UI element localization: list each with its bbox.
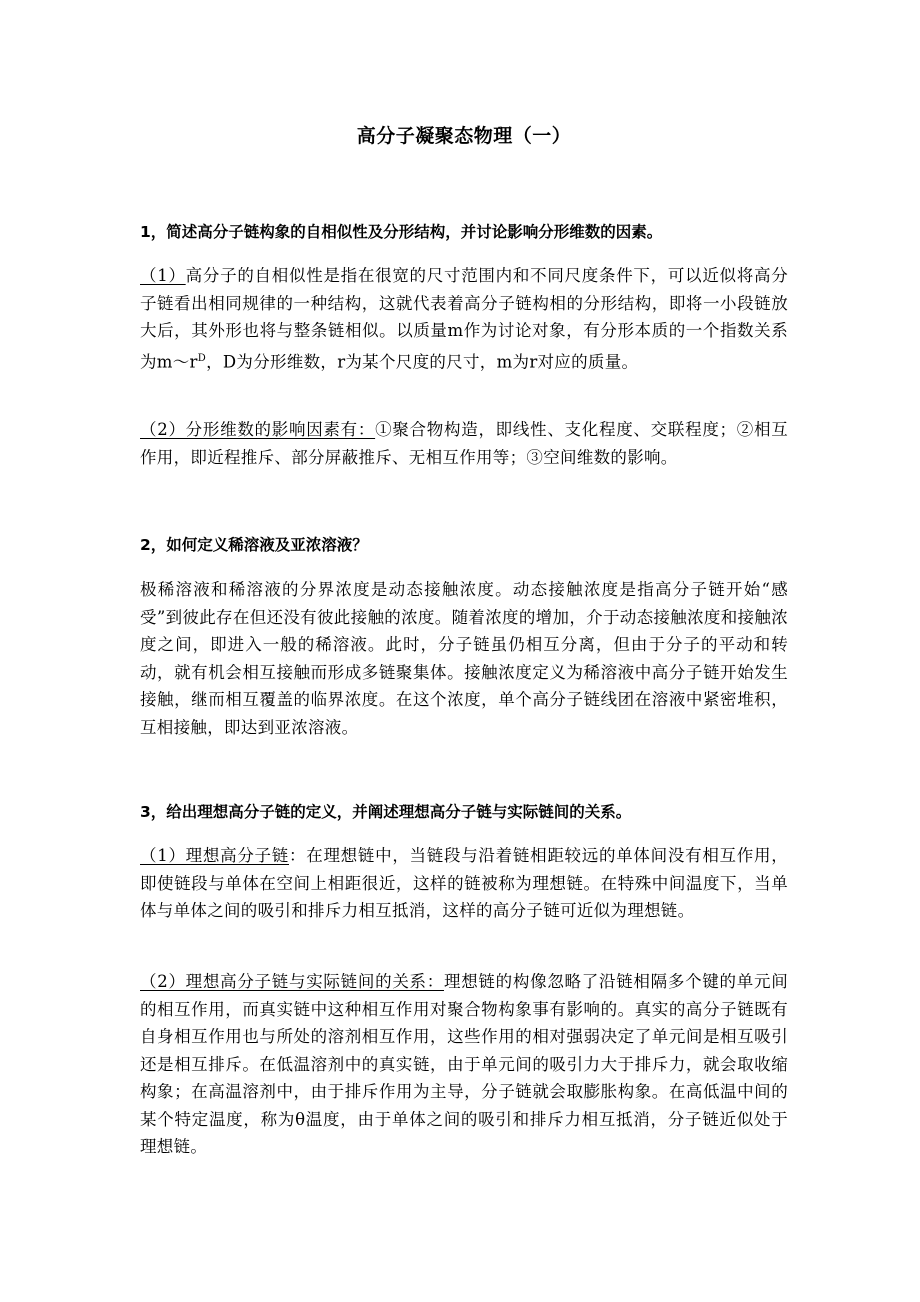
answer-1-label-2: （2）分形维数的影响因素有： bbox=[140, 420, 376, 439]
answer-1-text-2: ①聚合物构造，即线性、支化程度、交联程度；②相互作用，即近程推斥、部分屏蔽推斥、无相互作用等；③空间维数的影响。 bbox=[140, 420, 789, 467]
question-3: 3，给出理想高分子链的定义，并阐述理想高分子链与实际链间的关系。 bbox=[140, 803, 632, 821]
answer-3-paragraph-1 bbox=[140, 842, 788, 925]
answer-1-superscript: D bbox=[197, 352, 207, 364]
answer-1-label-1: （1） bbox=[140, 266, 186, 285]
answer-3-label-1: （1）理想高分子链 bbox=[140, 846, 289, 865]
answer-3-text-1: ：在理想链中，当链段与沿着链相距较远的单体间没有相互作用，即使链段与单体在空间上相距很近，这样的链被称为理想链。在特殊中间温度下，当单体与单体之间的吸引和排斥力相互抵消，这样的高分子链可近似为理想链。 bbox=[140, 846, 789, 920]
answer-3-text-2: 理想链的构像忽略了沿链相隔多个键的单元间的相互作用，而真实链中这种相互作用对聚合物构象事有影响的。真实的高分子链既有自身相互作用也与所处的溶剂相互作用，这些作用的相对强弱决定了单元间是相互吸引还是相互排斥。在低温溶剂中的真实链，由于单元间的吸引力大于排斥力，就会取收缩构象；在高温溶剂中，由于排斥作用为主导，分子链就会取膨胀构象。在高低温中间的某个特定温度，称为θ温度，由于单体之间的吸引和排斥力相互抵消，分子链近似处于理想链。 bbox=[140, 972, 788, 1156]
answer-1-text-1b: ，D为分形维数，r为某个尺度的尺寸，m为r对应的质量。 bbox=[206, 352, 639, 371]
answer-1-paragraph-2 bbox=[140, 416, 788, 471]
answer-1-text-1a: 高分子的自相似性是指在很宽的尺寸范围内和不同尺度条件下，可以近似将高分子链看出相同规律的一种结构，这就代表着高分子链构相的分形结构，即将一小段链放大后，其外形也将与整条链相似。以质量m作为讨论对象，有分形本质的一个指数关系为m～r bbox=[140, 266, 789, 371]
question-2: 2，如何定义稀溶液及亚浓溶液？ bbox=[140, 536, 368, 554]
answer-2-paragraph-1 bbox=[140, 576, 788, 741]
question-1: 1，简述高分子链构象的自相似性及分形结构，并讨论影响分形维数的因素。 bbox=[140, 223, 663, 241]
document-title: 高分子凝聚态物理（一） bbox=[356, 125, 572, 147]
answer-3-label-2: （2）理想高分子链与实际链间的关系： bbox=[140, 972, 444, 991]
answer-3-paragraph-2 bbox=[140, 968, 788, 1161]
answer-1-paragraph-1 bbox=[140, 262, 788, 376]
answer-2-text-1: 极稀溶液和稀溶液的分界浓度是动态接触浓度。动态接触浓度是指高分子链开始“感受”到彼此存在但还没有彼此接触的浓度。随着浓度的增加，介于动态接触浓度和接触浓度之间，即进入一般的稀溶液。此时，分子链虽仍相互分离，但由于分子的平动和转动，就有机会相互接触而形成多链聚集体。接触浓度定义为稀溶液中高分子链开始发生接触，继而相互覆盖的临界浓度。在这个浓度，单个高分子链线团在溶液中紧密堆积，互相接触，即达到亚浓溶液。 bbox=[140, 580, 788, 737]
